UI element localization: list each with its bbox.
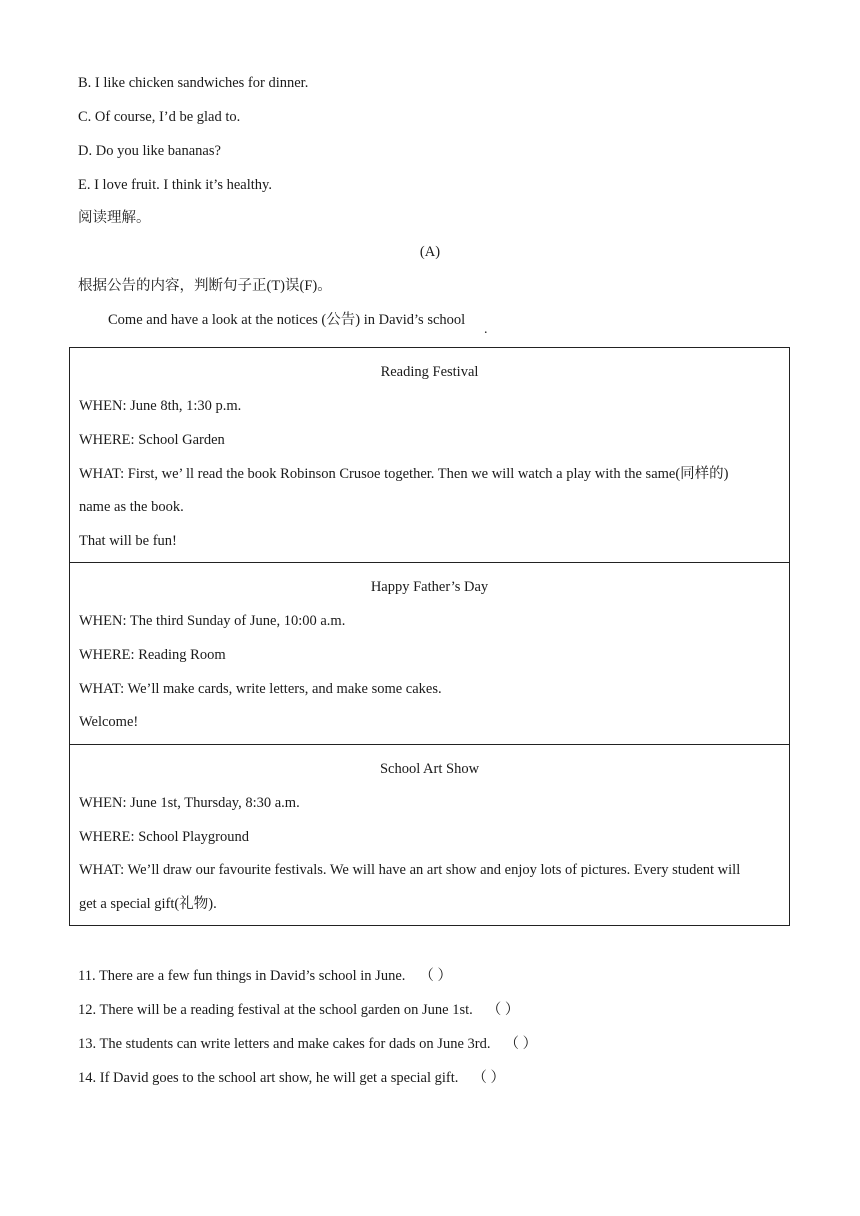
question-11 [78,966,452,986]
notice-when: WHEN: June 1st, Thursday, 8:30 a.m. [79,795,300,811]
question-text: 14. If David goes to the school art show, he will get a special gift. [78,1070,459,1086]
question-14 [78,1068,505,1088]
notice-where: WHERE: School Playground [79,829,249,845]
notice-what-continued: get a special gift(礼物). [79,896,217,912]
notice-extra: Welcome! [79,714,139,730]
notice-title: School Art Show [379,761,480,777]
notice-where: WHERE: School Garden [79,432,225,448]
notice-what: WHAT: We’ll make cards, write letters, and make some cakes. [79,681,442,697]
option-b: B. I like chicken sandwiches for dinner. [78,75,309,91]
question-text: 11. There are a few fun things in David’s school in June. [78,968,406,984]
answer-blank[interactable]: （ ） [486,1002,520,1018]
answer-blank[interactable]: （ ） [472,1070,506,1086]
notice-what: WHAT: First, we’ ll read the book Robinson Crusoe together. Then we will watch a play with the same(同样的) [79,466,729,482]
intro-period-mark: . [484,322,488,337]
question-text: 13. The students can write letters and make cakes for dads on June 3rd. [78,1036,491,1052]
question-text: 12. There will be a reading festival at the school garden on June 1st. [78,1002,473,1018]
notice-what-continued: name as the book. [79,499,184,515]
intro-text: Come and have a look at the notices (公告) in David’s school [108,312,466,328]
notices-table [69,347,790,926]
notice-title: Happy Father’s Day [370,579,489,595]
option-c: C. Of course, I’d be glad to. [78,109,241,125]
answer-blank[interactable]: （ ） [419,968,453,984]
notice-extra: That will be fun! [79,533,177,549]
instruction: 根据公告的内容，判断句子正(T)误(F)。 [78,278,332,294]
section-heading: 阅读理解。 [78,210,151,226]
option-e: E. I love fruit. I think it’s healthy. [78,177,272,193]
answer-blank[interactable]: （ ） [504,1036,538,1052]
question-13 [78,1034,537,1054]
notice-where: WHERE: Reading Room [79,647,226,663]
option-d: D. Do you like bananas? [78,143,221,159]
notice-what: WHAT: We’ll draw our favourite festivals. We will have an art show and enjoy lots of pictures. Every student will [79,862,741,878]
notice-art-show [70,744,789,925]
part-label: (A) [419,244,441,260]
question-12 [78,1000,519,1020]
notice-when: WHEN: The third Sunday of June, 10:00 a.m. [79,613,346,629]
notice-reading-festival [70,348,789,562]
notice-when: WHEN: June 8th, 1:30 p.m. [79,398,242,414]
notice-fathers-day [70,562,789,744]
notice-title: Reading Festival [380,364,479,380]
